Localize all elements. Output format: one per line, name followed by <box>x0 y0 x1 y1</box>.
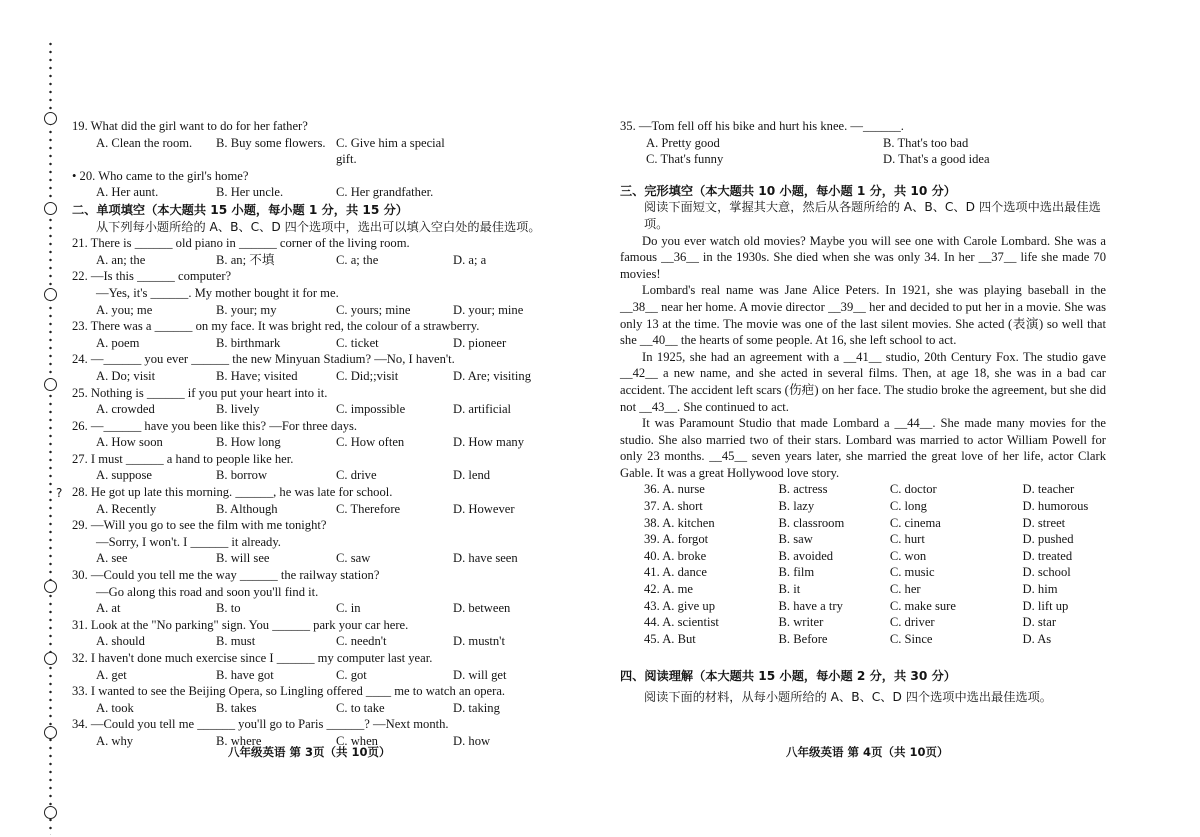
option-c: C. impossible <box>336 402 406 417</box>
option-b: B. an; 不填 <box>216 252 275 267</box>
option-b: B. must <box>216 634 256 649</box>
option-a: A. should <box>96 634 145 649</box>
option-row <box>72 302 558 319</box>
option-d: D. how <box>453 733 491 748</box>
q35-options-row1 <box>620 135 1106 152</box>
cloze-option-row <box>620 631 1106 648</box>
binding-hole <box>44 806 57 819</box>
q35-options-row2 <box>620 151 1106 168</box>
cloze-option-c: C. Since <box>889 631 933 646</box>
binding-hole <box>44 726 57 739</box>
cloze-option-a: 43. A. give up <box>644 598 716 613</box>
option-row <box>72 401 558 418</box>
cloze-option-a: 40. A. broke <box>644 548 707 563</box>
option-d: D. have seen <box>453 551 518 566</box>
cloze-option-b: B. it <box>778 582 801 597</box>
cloze-option-a: 44. A. scientist <box>644 615 719 630</box>
option-a: A. get <box>96 667 127 682</box>
question-line: 29. —Will you go to see the film with me tonight? <box>72 518 327 533</box>
q35-option-c: C. That's funny <box>646 152 724 167</box>
question-line: 23. There was a ______ on my face. It was bright red, the colour of a strawberry. <box>72 319 480 334</box>
option-row <box>72 434 558 451</box>
cloze-option-c: C. won <box>889 548 927 563</box>
option-a: A. why <box>96 733 134 748</box>
section-4-heading: 四、阅读理解（本大题共 15 小题，每小题 2 分，共 30 分） <box>620 669 956 684</box>
option-d: D. a; a <box>453 252 487 267</box>
question-line: 34. —Could you tell me ______ you'll go to Paris ______? —Next month. <box>72 717 449 732</box>
cloze-option-b: B. have a try <box>778 598 843 613</box>
handwritten-question-mark: ? <box>56 486 63 500</box>
cloze-option-d: D. As <box>1022 631 1052 646</box>
option-c: C. saw <box>336 551 371 566</box>
cloze-option-row <box>620 481 1106 498</box>
cloze-option-b: B. film <box>778 565 815 580</box>
option-d: D. However <box>453 501 515 516</box>
option-d: D. pioneer <box>453 335 507 350</box>
option-d: D. Are; visiting <box>453 368 532 383</box>
option-row <box>72 700 558 717</box>
section-4-instructions: 阅读下面的材料，从每小题所给的 A、B、C、D 四个选项中选出最佳选项。 <box>644 690 1052 704</box>
cloze-option-row <box>620 581 1106 598</box>
q35-option-b: B. That's too bad <box>883 135 969 150</box>
binding-margin <box>40 40 62 835</box>
section-3-instructions: 阅读下面短文，掌握其大意，然后从各题所给的 A、B、C、D 四个选项中选出最佳选项。 <box>644 200 1101 231</box>
cloze-option-d: D. street <box>1022 515 1066 530</box>
option-d: D. between <box>453 601 511 616</box>
cloze-option-b: B. lazy <box>778 499 815 514</box>
question-line: 31. Look at the "No parking" sign. You ______ park your car here. <box>72 617 409 632</box>
option-row <box>72 368 558 385</box>
cloze-option-d: D. treated <box>1022 548 1073 563</box>
question-line: 33. I wanted to see the Beijing Opera, so Lingling offered ____ me to watch an opera. <box>72 684 506 699</box>
option-a: A. Her aunt. <box>96 185 159 200</box>
option-b: B. your; my <box>216 302 277 317</box>
section-2-instructions: 从下列每小题所给的 A、B、C、D 四个选项中，选出可以填入空白处的最佳选项。 <box>96 219 541 234</box>
question-line: —Sorry, I won't. I ______ it already. <box>96 534 281 549</box>
binding-hole <box>44 112 57 125</box>
question-line: 27. I must ______ a hand to people like her. <box>72 451 294 466</box>
option-b: B. Her uncle. <box>216 185 284 200</box>
cloze-option-a: 41. A. dance <box>644 565 707 580</box>
question-line: 30. —Could you tell me the way ______ the railway station? <box>72 568 380 583</box>
question-line: 28. He got up late this morning. ______, he was late for school. <box>72 485 393 500</box>
cloze-option-b: B. saw <box>778 532 813 547</box>
option-c: C. in <box>336 601 361 616</box>
cloze-option-c: C. long <box>889 499 927 514</box>
option-row <box>72 501 558 518</box>
cloze-option-c: C. doctor <box>889 482 937 497</box>
option-b: B. Have; visited <box>216 368 298 383</box>
passage-paragraph: Lombard's real name was Jane Alice Peters. In 1921, she was playing baseball in the __38__ near her home. A movie director __39__ her and decided to put her in a movie. She was only 13 at the time. The movie was one of the last silent movies. She acted (表演) so well that she __40__ the hearts of some people. At 16, she left school to act. <box>620 283 1106 348</box>
cloze-option-c: C. music <box>889 565 935 580</box>
cloze-option-row <box>620 515 1106 532</box>
option-c: C. Give him a special gift. <box>336 135 445 167</box>
option-c: C. drive <box>336 468 377 483</box>
option-c: C. ticket <box>336 335 379 350</box>
option-a: A. see <box>96 551 128 566</box>
option-row <box>72 467 558 484</box>
q35-option-d: D. That's a good idea <box>883 152 990 167</box>
option-a: A. Recently <box>96 501 157 516</box>
option-a: A. you; me <box>96 302 153 317</box>
binding-hole <box>44 288 57 301</box>
cloze-option-b: B. actress <box>778 482 828 497</box>
cloze-option-d: D. him <box>1022 582 1058 597</box>
option-a: A. an; the <box>96 252 146 267</box>
option-row <box>72 252 558 269</box>
cloze-passage <box>620 233 1106 482</box>
option-c: C. a; the <box>336 252 379 267</box>
question-line: 19. What did the girl want to do for her father? <box>72 119 308 133</box>
page-4-column <box>620 118 1106 706</box>
option-b: B. will see <box>216 551 270 566</box>
q35-option-a: A. Pretty good <box>646 135 720 150</box>
option-row <box>72 600 558 617</box>
option-c: C. yours; mine <box>336 302 411 317</box>
question-line: 26. —______ have you been like this? —For three days. <box>72 418 358 433</box>
cloze-option-d: D. lift up <box>1022 598 1069 613</box>
cloze-option-b: B. classroom <box>778 515 845 530</box>
option-d: D. your; mine <box>453 302 524 317</box>
cloze-options <box>620 481 1106 647</box>
cloze-option-row <box>620 531 1106 548</box>
cloze-option-d: D. star <box>1022 615 1057 630</box>
cloze-option-b: B. writer <box>778 615 824 630</box>
question-line: —Go along this road and soon you'll find it. <box>96 584 319 599</box>
question-line: 22. —Is this ______ computer? <box>72 269 232 284</box>
cloze-option-c: C. her <box>889 582 921 597</box>
question-line: • 20. Who came to the girl's home? <box>72 168 249 183</box>
option-b: B. How long <box>216 435 281 450</box>
cloze-option-row <box>620 614 1106 631</box>
option-row <box>72 135 558 168</box>
cloze-option-a: 45. A. But <box>644 631 696 646</box>
option-c: C. Did;;visit <box>336 368 399 383</box>
page-footer-4: 八年级英语 第 4页（共 10页） <box>786 745 949 759</box>
cloze-option-row <box>620 498 1106 515</box>
option-b: B. borrow <box>216 468 268 483</box>
cloze-option-d: D. teacher <box>1022 482 1075 497</box>
option-d: D. will get <box>453 667 507 682</box>
option-row <box>72 550 558 567</box>
option-c: C. Her grandfather. <box>336 185 434 200</box>
cloze-option-a: 42. A. me <box>644 582 693 597</box>
option-b: B. Buy some flowers. <box>216 135 326 150</box>
cloze-option-row <box>620 548 1106 565</box>
question-line: —Yes, it's ______. My mother bought it for me. <box>96 285 339 300</box>
cloze-option-b: B. Before <box>778 631 828 646</box>
cloze-option-a: 38. A. kitchen <box>644 515 715 530</box>
section-2-heading: 二、单项填空（本大题共 15 小题，每小题 1 分，共 15 分） <box>72 202 408 217</box>
option-row <box>72 184 558 201</box>
cloze-option-c: C. driver <box>889 615 935 630</box>
cloze-option-c: C. hurt <box>889 532 925 547</box>
option-c: C. How often <box>336 435 405 450</box>
cloze-option-a: 36. A. nurse <box>644 482 705 497</box>
question-line: 25. Nothing is ______ if you put your heart into it. <box>72 385 328 400</box>
option-a: A. poem <box>96 335 140 350</box>
option-a: A. Do; visit <box>96 368 156 383</box>
option-b: B. lively <box>216 402 260 417</box>
option-c: C. got <box>336 667 367 682</box>
question-line: 24. —______ you ever ______ the new Minyuan Stadium? —No, I haven't. <box>72 352 455 367</box>
cloze-option-d: D. pushed <box>1022 532 1074 547</box>
question-line: 32. I haven't done much exercise since I ______ my computer last year. <box>72 651 433 665</box>
option-a: A. How soon <box>96 435 163 450</box>
option-d: D. mustn't <box>453 634 505 649</box>
binding-hole <box>44 378 57 391</box>
passage-paragraph: It was Paramount Studio that made Lombard a __44__. She made many movies for the studio. She also married two of their stars. Lombard was married to actor William Powell for only 23 months. __45__ seven years later, she married the great love of her life, actor Clark Gable. It was a great Hollywood love story. <box>620 416 1106 480</box>
question-line: 21. There is ______ old piano in ______ corner of the living room. <box>72 236 410 251</box>
option-a: A. suppose <box>96 468 152 483</box>
passage-paragraph: In 1925, she had an agreement with a __41__ studio, 20th Century Fox. The studio gave __42__ a new name, and she acted in several films. Then, at age 18, she was in a bad car accident. The accident left scars (伤疤) on her face. The studio broke the agreement, but she did not __43__. She continued to act. <box>620 349 1106 414</box>
cloze-option-d: D. school <box>1022 565 1071 580</box>
page-footer-3: 八年级英语 第 3页（共 10页） <box>228 745 391 759</box>
option-b: B. have got <box>216 667 274 682</box>
option-row <box>72 335 558 352</box>
option-d: D. lend <box>453 468 491 483</box>
option-a: A. Clean the room. <box>96 135 193 150</box>
cloze-option-b: B. avoided <box>778 548 834 563</box>
option-d: D. taking <box>453 700 500 715</box>
option-d <box>453 184 553 201</box>
option-a: A. took <box>96 700 134 715</box>
option-c: C. when <box>336 733 378 748</box>
binding-hole <box>44 652 57 665</box>
cloze-option-c: C. make sure <box>889 598 956 613</box>
cloze-option-d: D. humorous <box>1022 499 1089 514</box>
cloze-option-a: 39. A. forgot <box>644 532 709 547</box>
page-3-column <box>72 118 558 750</box>
question-35: 35. —Tom fell off his bike and hurt his knee. —______. <box>620 119 904 133</box>
option-d: D. How many <box>453 435 525 450</box>
cloze-option-a: 37. A. short <box>644 499 703 514</box>
option-c: C. needn't <box>336 634 387 649</box>
option-b: B. to <box>216 601 241 616</box>
cloze-option-row <box>620 564 1106 581</box>
option-b: B. takes <box>216 700 257 715</box>
binding-hole <box>44 202 57 215</box>
binding-hole <box>44 580 57 593</box>
option-a: A. crowded <box>96 402 155 417</box>
option-d <box>453 135 553 168</box>
passage-paragraph: Do you ever watch old movies? Maybe you will see one with Carole Lombard. She was a famous __36__ in the 1930s. She died when she was only 34. In her __37__ life she made 70 movies! <box>620 233 1106 281</box>
option-d: D. artificial <box>453 402 512 417</box>
section-3-heading: 三、完形填空（本大题共 10 小题，每小题 1 分，共 10 分） <box>620 183 956 198</box>
cloze-option-c: C. cinema <box>889 515 941 530</box>
option-c: C. to take <box>336 700 385 715</box>
option-b: B. birthmark <box>216 335 281 350</box>
option-a: A. at <box>96 601 121 616</box>
option-b: B. Although <box>216 501 278 516</box>
option-b: B. where <box>216 733 262 748</box>
binding-dotted-line <box>49 40 52 835</box>
option-c: C. Therefore <box>336 501 401 516</box>
option-row <box>72 667 558 684</box>
option-row <box>72 633 558 650</box>
cloze-option-row <box>620 598 1106 615</box>
